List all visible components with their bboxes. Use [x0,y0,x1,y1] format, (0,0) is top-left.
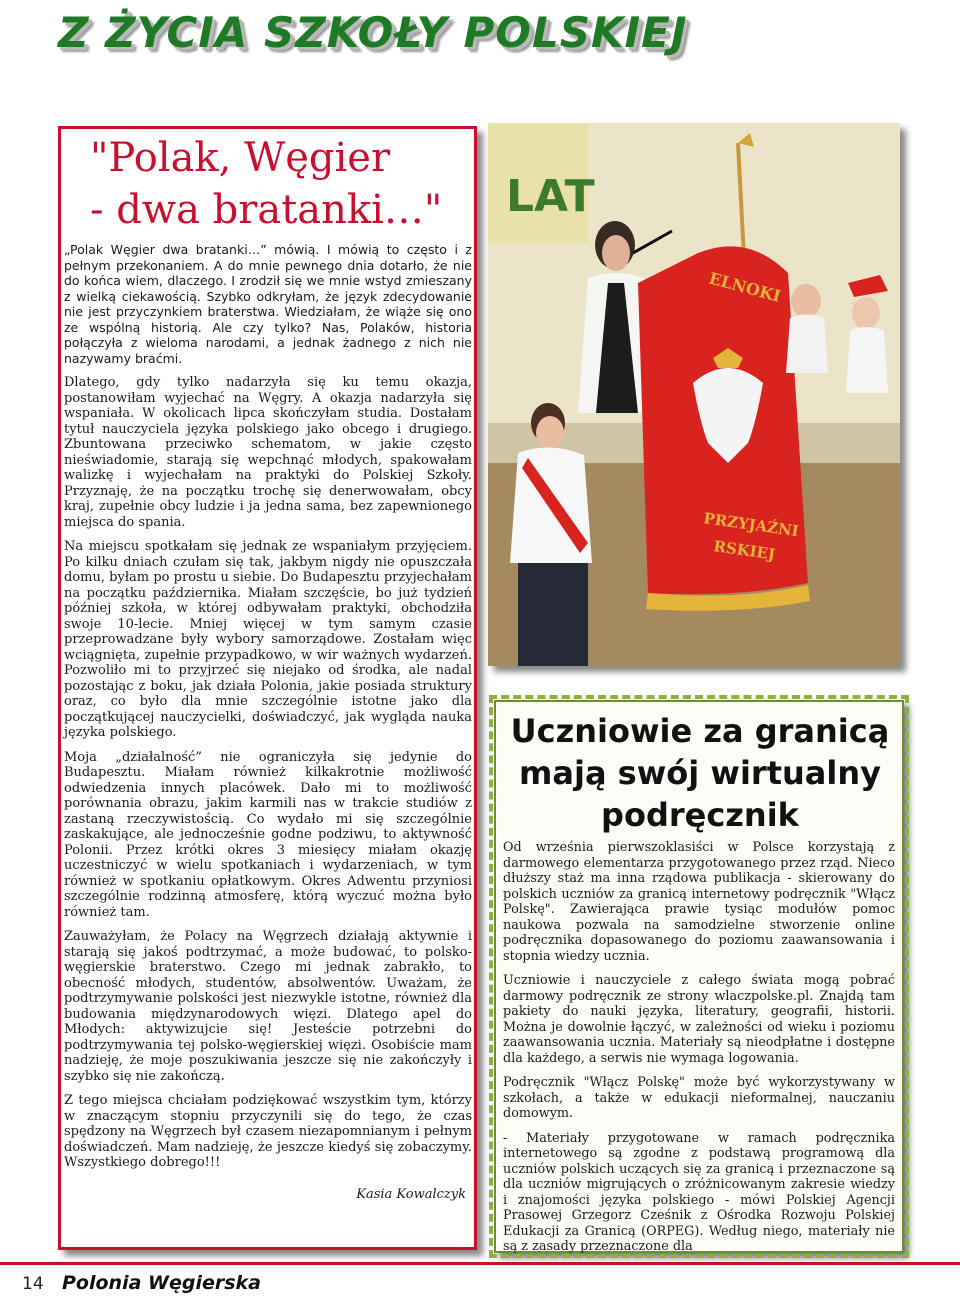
section-title: Z ŻYCIA SZKOŁY POLSKIEJ [58,8,688,57]
article-body [64,242,472,1202]
sidebar-paragraph: Uczniowie i nauczyciele z całego świata mogą pobrać darmowy podręcznik ze strony wlaczpolske.pl. Znajdą tam pakiety do nauki języka, literatury, geografii, historii. Można je dowolnie łączyć, w zależności od wieku i poziomu zaawansowania ucznia. Materiały są nieodpłatne i dostępne dla każdego, a serwis nie wymaga logowania. [503,973,895,1066]
sidebar-paragraph: Od września pierwszoklasiści w Polsce korzystają z darmowego elementarza przygotowanego przez rząd. Nieco dłuższy staż ma inna rządowa publikacja - skierowany do polskich uczniów za granicą internetowy podręcznik "Włącz Polskę". Zawierająca prawie tysiąc modułów pomoc naukowa pozwala na samodzielne stworzenie online podręcznika dopasowanego do poziomu zaawansowania i stopnia wiedzy ucznia. [503,840,895,964]
article-paragraph: Z tego miejsca chciałam podziękować wszystkim tym, którzy w znaczącym stopniu przyczynili się do tego, że czas spędzony na Węgrzech był czasem niezapomnianym i pełnym doświadczeń. Mam nadzieję, że jeszcze kiedyś się zobaczymy. Wszystkiego dobrego!!! [64,1093,472,1170]
photo-teacher-face [602,235,630,271]
footer-rule [0,1262,960,1265]
banner-text-bottom-2: RSKIEJ [712,537,777,564]
page-number: 14 [22,1274,44,1294]
photo-wall-text: LAT [506,171,595,222]
photo-boy-face [536,416,564,450]
article-paragraph: Moja „działalność” nie ograniczyła się jedynie do Budapesztu. Miałam również kilkakrotnie możliwość odwiedzenia innych placówek. Dało mi to możliwość porównania obrazu, jakim karmili nas w trakcie studiów z zastaną rzeczywistością. Co wydało mi się szczególnie zaskakujące, ale jednocześnie godne podziwu, to aktywność Polonii. Przez krótki okres 3 miesięcy miałam okazję uczestniczyć w wielu spotkaniach i wydarzeniach, w tym również w spotkaniu opłatkowym. Okres Adwentu przyniosi szczególnie rodzinną atmosferę, którą wyczuć można było również tam. [64,749,472,920]
photo-girl-dress [846,327,888,393]
sidebar-paragraph: - Materiały przygotowane w ramach podręcznika internetowego są zgodne z podstawą programową dla uczniów polskich uczących się za granicą i przeznaczone są dla uczniów migrujących o zróżnicowanym zakresie wiedzy i znajomości języka polskiego - mówi Polskiej Agencji Prasowej Grzegorz Cześnik z Ośrodka Rozwoju Polskiej Edukacji za Granicą (ORPEG). Według niego, materiały nie są z zasady przeznaczone dla [503,1130,895,1254]
article-paragraph: Dlatego, gdy tylko nadarzyła się ku temu okazja, postanowiłam wyjechać na Węgry. A okazja nadarzyła się wspaniała. W okolicach lipca skończyłam studia. Dostałam tytuł nauczyciela języka polskiego jako obcego i drugiego. Zbuntowana przeciwko schematom, w jakie często nieświadomie, starają się wepchnąć młodych, spakowałam walizkę i wyjechałam na praktyki do Polskiej Szkoły. Przyznaję, że na początku trochę się denerwowałam, obcy kraj, zupełnie obcy ludzie i ja jedna sama, bez zapewnionego miejsca do spania. [64,375,472,530]
article-title-line2: - dwa bratanki…" [90,187,443,233]
author-signature: Kasia Kowalczyk [356,1186,466,1202]
article-paragraph: Zauważyłam, że Polacy na Węgrzech działają aktywnie i starają się jakoś podtrzymać, a może budować, to polsko-węgierskie braterstwo. Czego mi jednak zabrakło, to obecność młodych, studentów, absolwentów. Uważam, że podtrzymywanie polskości jest niezwykle istotne, również dla budowania międzynarodowych więzi. Dlatego apel do Młodych: aktywizujcie się! Jesteście potrzebni do podtrzymywania tej polsko-węgierskiej więzi. Osobiście mam nadzieję, że moje poszukiwania jeszcze się nie zakończyły i szybko się nie zakończą. [64,929,472,1084]
sidebar-paragraph: Podręcznik "Włącz Polskę" może być wykorzystywany w szkołach, a także w edukacji nieformalnej, nauczaniu domowym. [503,1075,895,1121]
photo-illustration [488,123,900,666]
photo-boy-trousers [518,563,588,666]
sidebar-title: Uczniowie za granicą mają swój wirtualny podręcznik [510,712,890,834]
school-ceremony-photo [488,123,900,666]
photo-girl-face [852,297,880,329]
article-paragraph: „Polak Węgier dwa bratanki…” mówią. I mówią to często i z pełnym przekonaniem. A do mnie pewnego dnia dotarło, że nie do końca wiem, dlaczego. I zrodził się we mnie wstyd zmieszany z wielką ciekawością. Szybko odkryłam, że język zdecydowanie nie jest przyczynkiem braterstwa. Wiedziałam, że wiąże się ono ze wspólną historią. Ale czy tylko? Nas, Polaków, historia połączyła z wieloma narodami, a jednak żadnego z nich nie nazywamy braćmi. [64,242,472,366]
banner-text-bottom-1: PRZYJAŹNI [702,509,800,541]
article-title [90,132,475,236]
sidebar-body [503,840,895,1264]
photo-child-shirt [786,315,828,374]
article-title-line1: "Polak, Węgier [90,135,391,181]
magazine-name: Polonia Węgierska [62,1272,261,1294]
photo-child-face [791,284,821,318]
banner-text-top: ELNOKI [706,268,783,306]
article-paragraph: Na miejscu spotkałam się jednak ze wspaniałym przyjęciem. Po kilku dniach czułam się tak, jakbym nigdy nie opuszczała domu, byłam po prostu u siebie. Do Budapesztu przyjechałam na początku października. Miałam szczęście, bo już tydzień później szkoła, w której odbywałam praktyki, obchodziła swoje 10-lecie. Mniej więcej w tym samym czasie przeprowadzane były wybory samorządowe. Zostałam więc wciągnięta, zupełnie przypadkowo, w wir ważnych wydarzeń. Pozwoliło mi to przyjrzeć się niejako od środka, ale nadal pozostając z boku, jak działa Polonia, jakie posiada struktury oraz, co było dla mnie szczególnie istotne jako dla początkującej nauczycielki, doświadczyć, jak wygląda nauka języka polskiego. [64,539,472,740]
